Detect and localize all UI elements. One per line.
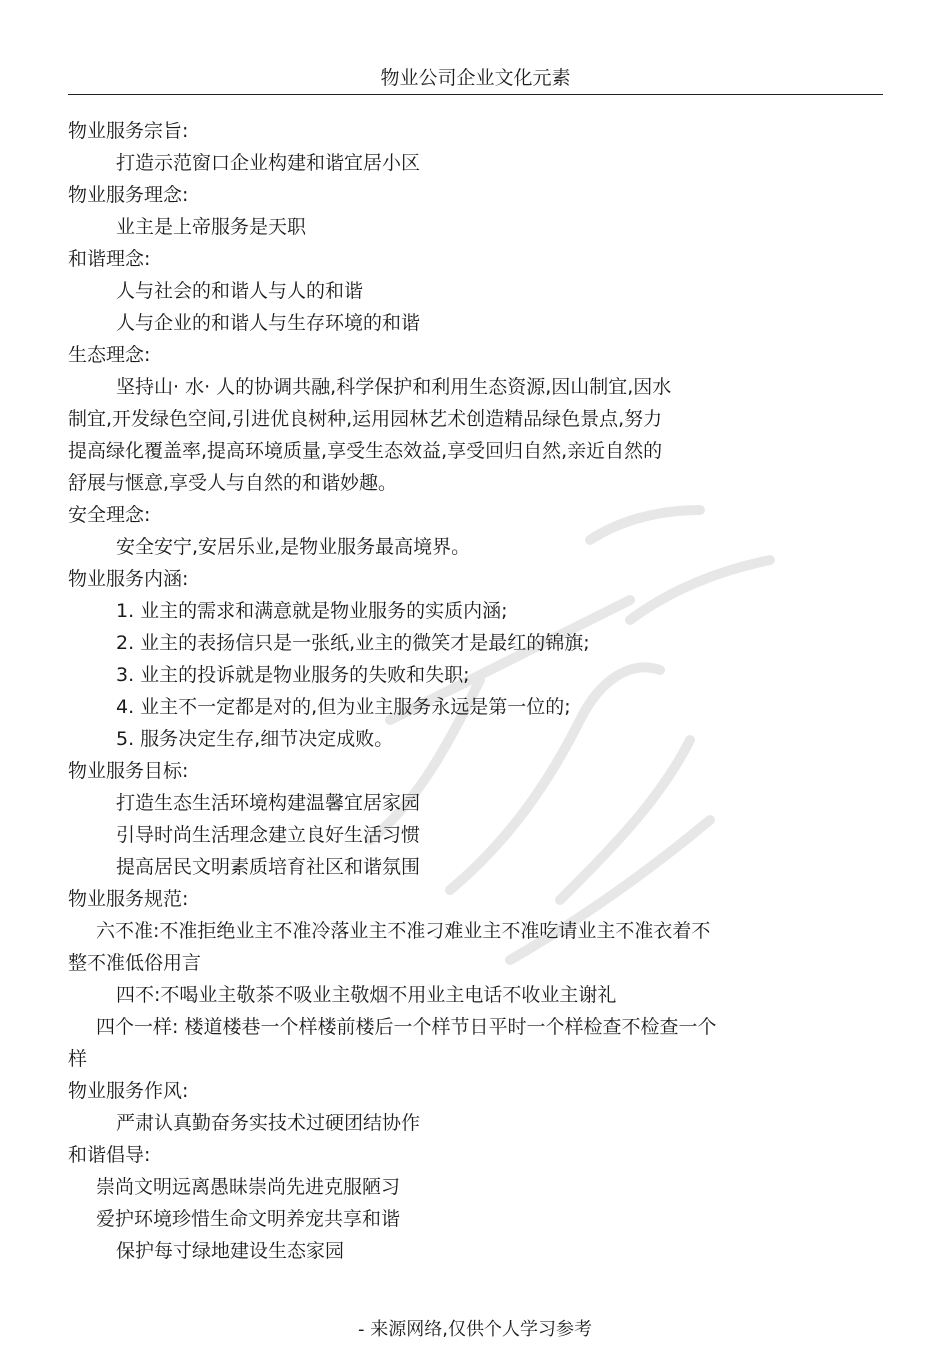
rule-line: 六不准:不准拒绝业主不准冷落业主不准刁难业主不准吃请业主不准衣着不 (96, 920, 711, 942)
list-item: 1. 业主的需求和满意就是物业服务的实质内涵; (116, 600, 508, 622)
list-item: 5. 服务决定生存,细节决定成败。 (116, 728, 394, 750)
section-heading: 物业服务作风: (68, 1080, 189, 1102)
paragraph-line: 提高绿化覆盖率,提高环境质量,享受生态效益,享受回归自然,亲近自然的 (68, 440, 663, 462)
rule-line: 四个一样: 楼道楼巷一个样楼前楼后一个样节日平时一个样检查不检查一个 (96, 1016, 717, 1038)
footer-text: - 来源网络,仅供个人学习参考 (358, 1319, 592, 1340)
page-header (68, 64, 883, 95)
rule-line: 整不准低俗用言 (68, 952, 202, 974)
section-text: 人与社会的和谐人与人的和谐 (116, 280, 364, 302)
section-text: 人与企业的和谐人与生存环境的和谐 (116, 312, 421, 334)
list-item: 打造生态生活环境构建温馨宜居家园 (116, 792, 421, 814)
list-item: 2. 业主的表扬信只是一张纸,业主的微笑才是最红的锦旗; (116, 632, 590, 654)
section-text: 严肃认真勤奋务实技术过硬团结协作 (116, 1112, 421, 1134)
section-heading: 物业服务理念: (68, 184, 189, 206)
paragraph-line: 舒展与惬意,享受人与自然的和谐妙趣。 (68, 472, 398, 494)
list-item: 提高居民文明素质培育社区和谐氛围 (116, 856, 421, 878)
section-heading: 和谐理念: (68, 248, 151, 270)
list-item: 引导时尚生活理念建立良好生活习惯 (116, 824, 421, 846)
rule-line: 样 (68, 1048, 88, 1070)
list-item: 3. 业主的投诉就是物业服务的失败和失职; (116, 664, 470, 686)
section-heading: 物业服务规范: (68, 888, 189, 910)
section-text: 业主是上帝服务是天职 (116, 216, 307, 238)
section-heading: 物业服务目标: (68, 760, 189, 782)
section-heading: 和谐倡导: (68, 1144, 151, 1166)
paragraph-line: 制宜,开发绿色空间,引进优良树种,运用园林艺术创造精品绿色景点,努力 (68, 408, 663, 430)
section-heading: 物业服务内涵: (68, 568, 189, 590)
section-heading: 物业服务宗旨: (68, 120, 189, 142)
section-text: 安全安宁,安居乐业,是物业服务最高境界。 (116, 536, 471, 558)
section-heading: 生态理念: (68, 344, 151, 366)
paragraph-line: 坚持山· 水· 人的协调共融,科学保护和利用生态资源,因山制宜,因水 (116, 376, 672, 398)
page-title: 物业公司企业文化元素 (380, 67, 571, 89)
rule-line: 四不:不喝业主敬茶不吸业主敬烟不用业主电话不收业主谢礼 (116, 984, 617, 1006)
document-body (68, 115, 828, 1267)
section-text: 打造示范窗口企业构建和谐宜居小区 (116, 152, 421, 174)
section-text: 保护每寸绿地建设生态家园 (116, 1240, 345, 1262)
section-heading: 安全理念: (68, 504, 151, 526)
section-text: 爱护环境珍惜生命文明养宠共享和谐 (96, 1208, 401, 1230)
page-footer (0, 1318, 950, 1342)
section-text: 崇尚文明远离愚昧崇尚先进克服陋习 (96, 1176, 401, 1198)
list-item: 4. 业主不一定都是对的,但为业主服务永远是第一位的; (116, 696, 571, 718)
